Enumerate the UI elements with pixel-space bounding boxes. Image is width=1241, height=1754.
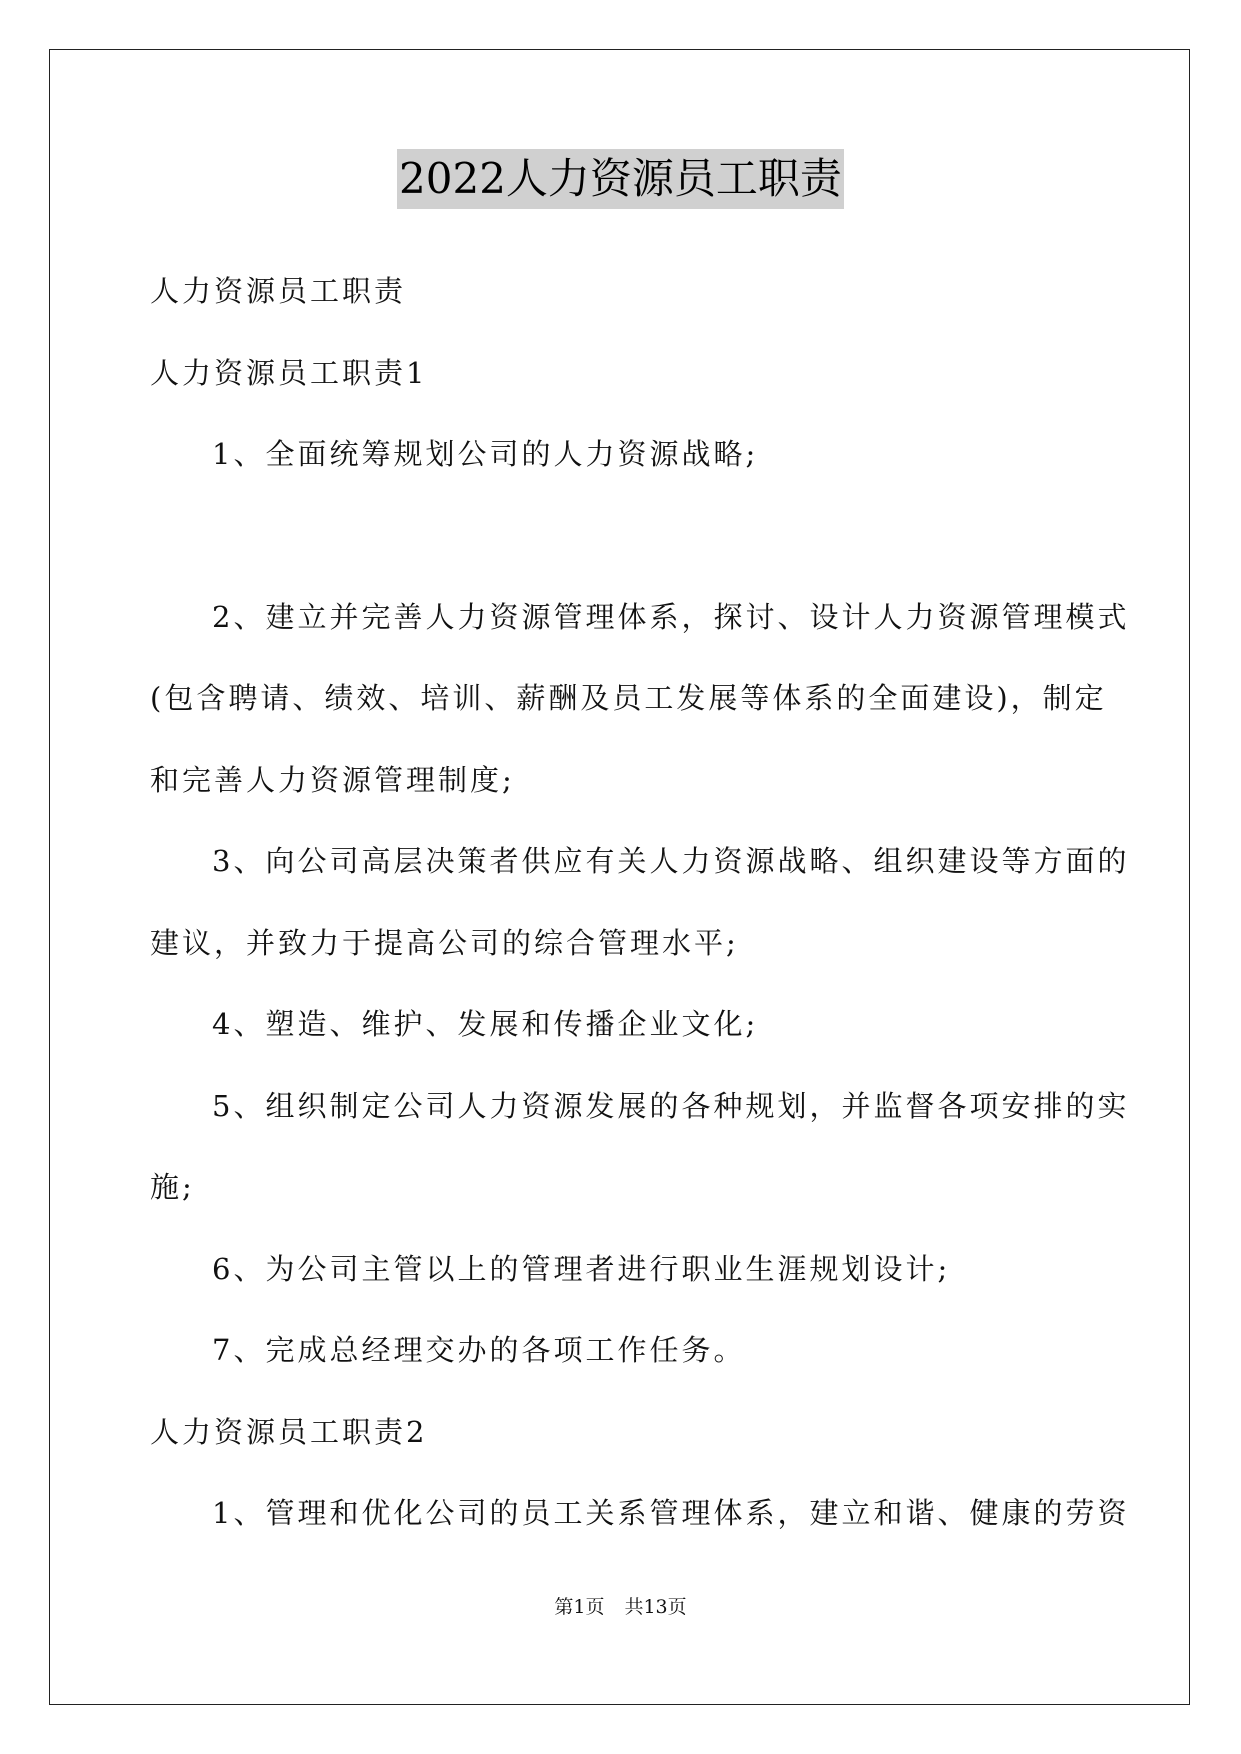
paragraph-line: 和完善人力资源管理制度; — [150, 763, 515, 797]
page-number: 第1页 — [554, 1596, 605, 1618]
document-title: 2022人力资源员工职责 — [397, 149, 844, 209]
section-heading-2: 人力资源员工职责2 — [150, 1415, 428, 1449]
section-heading-1: 人力资源员工职责1 — [150, 356, 428, 390]
paragraph-line: 4、塑造、维护、发展和传播企业文化; — [212, 1007, 759, 1041]
paragraph-line: 施; — [150, 1170, 195, 1204]
section-heading: 人力资源员工职责 — [150, 274, 407, 308]
page-footer — [0, 1595, 1241, 1619]
paragraph-line: 5、组织制定公司人力资源发展的各种规划，并监督各项安排的实 — [212, 1089, 1130, 1123]
paragraph-line: 3、向公司高层决策者供应有关人力资源战略、组织建设等方面的 — [212, 844, 1130, 878]
page-total: 共13页 — [624, 1596, 687, 1618]
paragraph-line: (包含聘请、绩效、培训、薪酬及员工发展等体系的全面建设)，制定 — [150, 681, 1107, 715]
title-container — [0, 149, 1241, 209]
paragraph-line: 1、管理和优化公司的员工关系管理体系，建立和谐、健康的劳资 — [212, 1496, 1130, 1530]
paragraph-line: 7、完成总经理交办的各项工作任务。 — [212, 1333, 746, 1367]
paragraph-line: 2、建立并完善人力资源管理体系，探讨、设计人力资源管理模式 — [212, 600, 1130, 634]
paragraph-line: 1、全面统筹规划公司的人力资源战略; — [212, 437, 759, 471]
paragraph-line: 6、为公司主管以上的管理者进行职业生涯规划设计; — [212, 1252, 951, 1286]
paragraph-line: 建议，并致力于提高公司的综合管理水平; — [150, 926, 739, 960]
